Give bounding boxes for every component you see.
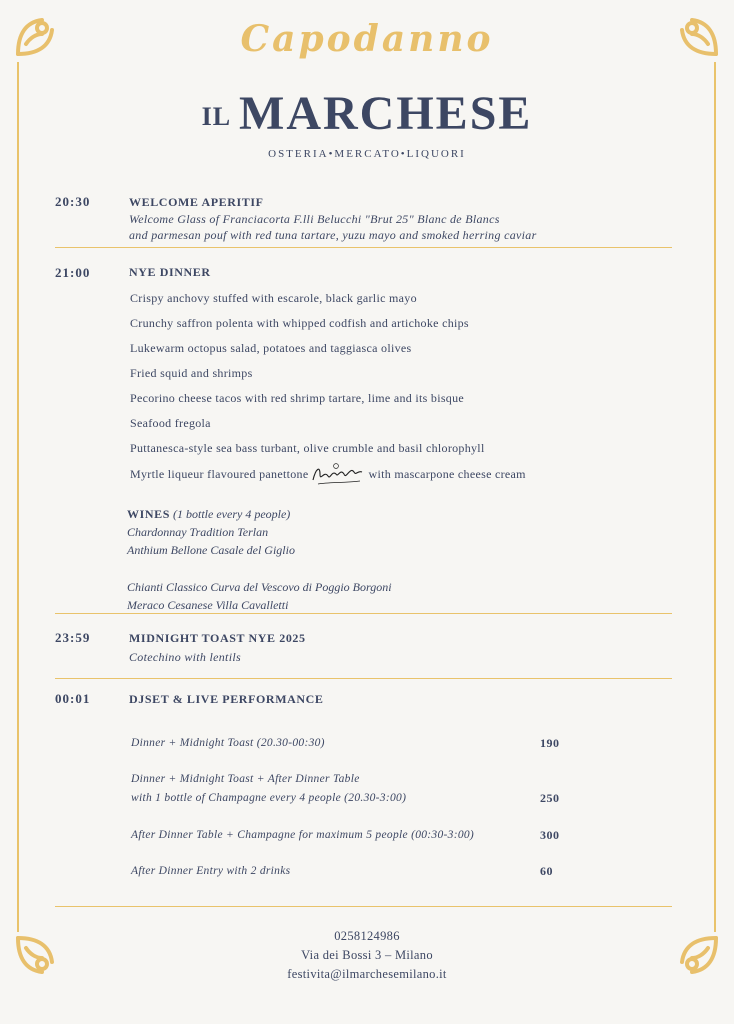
footer-email: festivita@ilmarchesemilano.it	[287, 967, 447, 981]
price-value: 190	[540, 736, 560, 750]
dish-text: with mascarpone cheese cream	[368, 466, 526, 481]
dish-text: Myrtle liqueur flavoured panettone	[130, 466, 309, 481]
wine-item: Anthium Bellone Casale del Giglio	[127, 543, 295, 557]
footer-address: Via dei Bossi 3 – Milano	[301, 948, 433, 962]
dish-item: Pecorino cheese tacos with red shrimp tartare, lime and its bisque	[130, 391, 465, 405]
dish-item: Lukewarm octopus salad, potatoes and taggiasca olives	[130, 341, 412, 355]
welcome-time: 20:30	[55, 194, 91, 209]
welcome-line: and parmesan pouf with red tuna tartare, yuzu mayo and smoked herring caviar	[129, 228, 537, 242]
dish-item: Seafood fregola	[130, 416, 211, 430]
dish-item: Puttanesca-style sea bass turbant, olive crumble and basil chlorophyll	[130, 441, 485, 455]
price-option-label: After Dinner Table + Champagne for maximum 5 people (00:30-3:00)	[131, 829, 475, 841]
section-divider	[55, 678, 672, 679]
price-value: 300	[540, 828, 560, 842]
dish-item: Crunchy saffron polenta with whipped codfish and artichoke chips	[130, 316, 469, 330]
signature-logo	[310, 462, 366, 488]
logo-name: MARCHESE	[239, 87, 533, 140]
dj-time: 00:01	[55, 691, 91, 706]
tagline: OSTERIA•MERCATO•LIQUORI	[268, 148, 466, 160]
dish-item: Fried squid and shrimps	[130, 366, 253, 380]
toast-heading: MIDNIGHT TOAST NYE 2025	[129, 631, 306, 645]
wines-heading: WINES	[127, 507, 171, 521]
price-value: 60	[540, 864, 553, 878]
toast-time: 23:59	[55, 630, 91, 645]
dinner-time: 21:00	[55, 265, 91, 280]
section-divider	[55, 906, 672, 907]
dinner-heading: NYE DINNER	[129, 265, 211, 279]
wine-item: Chianti Classico Curva del Vescovo di Poggio Borgoni	[127, 580, 392, 594]
price-option-label: with 1 bottle of Champagne every 4 people (20.30-3:00)	[131, 792, 407, 804]
wines-note: (1 bottle every 4 people)	[173, 507, 291, 521]
price-value: 250	[540, 791, 560, 805]
price-option-label: Dinner + Midnight Toast (20.30-00:30)	[131, 737, 325, 749]
section-divider	[55, 613, 672, 614]
frame-right-line	[714, 62, 716, 932]
dj-heading: DJSET & LIVE PERFORMANCE	[129, 692, 324, 706]
wine-item: Chardonnay Tradition Terlan	[127, 525, 269, 539]
dish-item	[130, 462, 526, 488]
wine-item: Meraco Cesanese Villa Cavalletti	[127, 598, 289, 612]
dish-item: Crispy anchovy stuffed with escarole, black garlic mayo	[130, 291, 417, 305]
restaurant-logo	[0, 86, 734, 141]
welcome-heading: WELCOME APERITIF	[129, 195, 264, 209]
logo-prefix: IL	[201, 102, 232, 131]
section-divider	[55, 247, 672, 248]
wines-heading-row	[127, 507, 290, 522]
price-option-label: Dinner + Midnight Toast + After Dinner Table	[131, 773, 360, 785]
page-title: Capodanno	[240, 18, 494, 60]
price-option-label: After Dinner Entry with 2 drinks	[131, 865, 291, 877]
welcome-line: Welcome Glass of Franciacorta F.lli Belucchi "Brut 25" Blanc de Blancs	[129, 212, 500, 226]
footer-phone: 0258124986	[334, 929, 400, 943]
toast-detail: Cotechino with lentils	[129, 650, 241, 664]
frame-left-line	[17, 62, 19, 932]
